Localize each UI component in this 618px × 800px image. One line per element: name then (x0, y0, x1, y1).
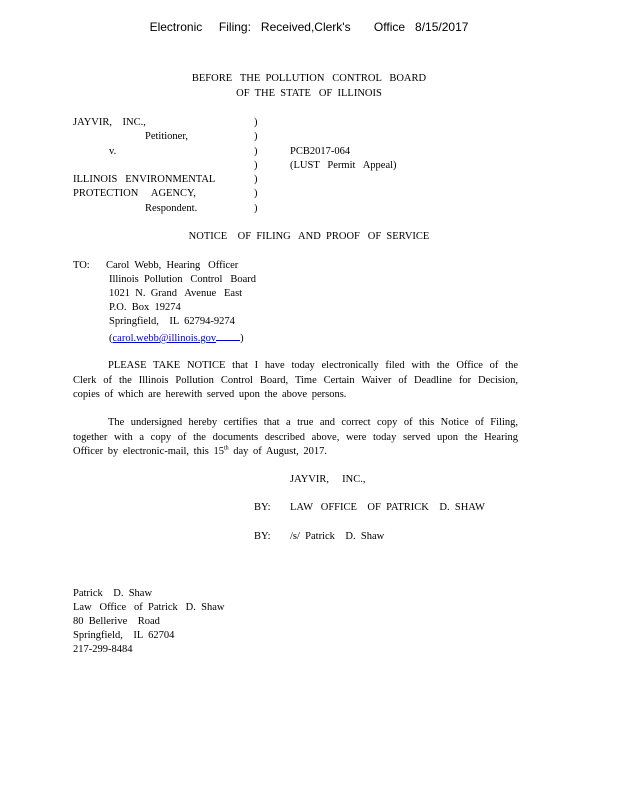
contact-line: Law Office of Patrick D. Shaw (73, 602, 225, 613)
caption-paren: ) (254, 188, 258, 199)
caption-paren: ) (254, 146, 258, 157)
caption-paren: ) (254, 131, 258, 142)
court-heading-line1: BEFORE THE POLLUTION CONTROL BOARD (191, 73, 427, 84)
addressee-line: 1021 N. Grand Avenue East (109, 288, 243, 299)
caption-paren: ) (254, 117, 258, 128)
email-link[interactable]: carol.webb@illinois.gov (112, 333, 217, 344)
petitioner-role: Petitioner, (145, 131, 189, 142)
signature-name: /s/ Patrick D. Shaw (290, 531, 385, 542)
respondent-role: Respondent. (145, 203, 198, 214)
addressee-line: Springfield, IL 62794-9274 (109, 316, 235, 327)
addressee-line: P.O. Box 19274 (109, 302, 181, 313)
signature-party: JAYVIR, INC., (290, 474, 366, 485)
respondent-line1: ILLINOIS ENVIRONMENTAL (73, 174, 216, 185)
filing-stamp: Electronic Filing: Received,Clerk's Office 8/15/2017 (149, 20, 469, 34)
addressee-email-line: (carol.webb@illinois.gov ) (109, 333, 244, 344)
notice-paragraph-2: The undersigned hereby certifies that a true and correct copy of this Notice of Filing, together with a copy of the documents described above, were today served upon the Hearing Officer by electronic-mail, this 15th day of August, 2017. (73, 417, 518, 457)
notice-title: NOTICE OF FILING AND PROOF OF SERVICE (188, 231, 430, 242)
contact-phone: 217-299-8484 (73, 644, 133, 655)
caption-paren: ) (254, 160, 258, 171)
versus: v. (109, 146, 117, 157)
caption-paren: ) (254, 174, 258, 185)
case-number: PCB2017-064 (290, 146, 351, 157)
to-label: TO: (73, 260, 90, 271)
addressee-line: Carol Webb, Hearing Officer (106, 260, 239, 271)
by-label: BY: (254, 531, 271, 542)
by-label: BY: (254, 502, 271, 513)
caption-paren: ) (254, 203, 258, 214)
contact-line: 80 Bellerive Road (73, 616, 160, 627)
notice-paragraph-1: PLEASE TAKE NOTICE that I have today electronically filed with the Office of the Clerk of the Illinois Pollution Control Board, Time Certain Waiver of Deadline for Decision, copies of which are herewith served upon the above persons. (73, 360, 518, 400)
addressee-line: Illinois Pollution Control Board (109, 274, 257, 285)
email-underline-pad (216, 331, 240, 341)
petitioner-name: JAYVIR, INC., (73, 117, 146, 128)
respondent-line2: PROTECTION AGENCY, (73, 188, 196, 199)
signature-firm: LAW OFFICE OF PATRICK D. SHAW (290, 502, 485, 513)
court-heading-line2: OF THE STATE OF ILLINOIS (236, 88, 382, 99)
contact-line: Patrick D. Shaw (73, 588, 153, 599)
case-type: (LUST Permit Appeal) (290, 160, 397, 171)
contact-line: Springfield, IL 62704 (73, 630, 175, 641)
